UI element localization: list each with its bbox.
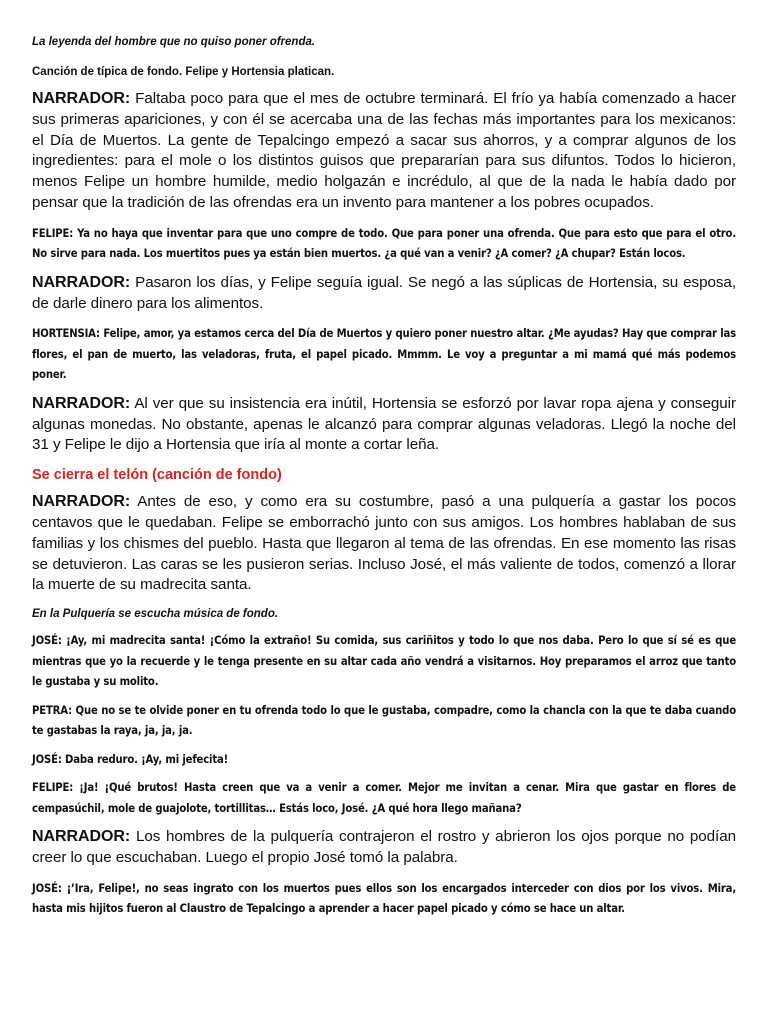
speech-text: ¡Ja! ¡Qué brutos! Hasta creen que va a venir a comer. Mejor me invitan a cenar. Mira que gastar en flores de cempasúchil, mole de guajolote, tortillitas… Estás loco, José. ¿A qué hora llego mañana?: [32, 781, 736, 815]
speaker-name: NARRADOR:: [32, 394, 131, 412]
script-body: [32, 64, 736, 920]
dialogue-paragraph: [32, 224, 736, 265]
dialogue-paragraph: [32, 879, 736, 920]
speech-text: ¡’Ira, Felipe!, no seas ingrato con los muertos pues ellos son los encargados interceder con dios por los vivos. Mira, hasta mis hijitos fueron al Claustro de Tepalcingo a aprender a hacer papel picado y cómo se hace un altar.: [32, 881, 736, 916]
dialogue-paragraph: [32, 324, 736, 386]
stage-direction: Se cierra el telón (canción de fondo): [32, 467, 282, 484]
speech-text: Faltaba poco para que el mes de octubre terminará. El frío ya había comenzado a hacer sus primeras apariciones, y con él se acercaba una de las fechas más importantes para los mexicanos: el Día de Muertos. La gente de Tepalcingo empezó a sacar sus ahorros, y a comprar algunos de los ingredientes: para el mole o los distintos guisos que prepararían para sus difuntos. Todos lo hicieron, menos Felipe un hombre humilde, medio holgazán e incrédulo, al que de la nada le había dado por pensar que la tradición de las ofrendas era un invento para mantener a los pobres ocupados.: [32, 90, 736, 211]
speech-text: Ya no haya que inventar para que uno compre de todo. Que para poner una ofrenda. Que para esto que para el otro. No sirve para nada. Los muertitos pues ya están bien muertos. ¿a qué van a venir? ¿A comer? ¿A chupar? Están locos.: [32, 226, 736, 261]
stage-direction: Canción de típica de fondo. Felipe y Hortensia platican.: [32, 66, 335, 78]
speaker-name: NARRADOR:: [32, 493, 131, 511]
narrator-paragraph: [32, 89, 736, 214]
dialogue-paragraph: [32, 701, 736, 742]
dialogue-paragraph: [32, 750, 736, 771]
speech-text: ¡Ay, mi madrecita santa! ¡Cómo la extraño! Su comida, sus cariñitos y todo lo que nos daba. Pero lo que sí sé es que mientras que yo la recuerde y le tenga presente en su altar cada año vendrá a visitarnos. Hoy preparamos el arroz que tanto le gustaba y su molito.: [32, 634, 736, 689]
speaker-name: FELIPE:: [32, 781, 74, 795]
speaker-name: JOSÉ:: [32, 881, 62, 895]
speech-text: Felipe, amor, ya estamos cerca del Día de Muertos y quiero poner nuestro altar. ¿Me ayudas? Hay que comprar las flores, el pan de muerto, las veladoras, fruta, el papel picado. Mmmm. Le voy a preguntar a mi mamá qué más podemos poner.: [32, 327, 736, 382]
narrator-paragraph: [32, 273, 736, 315]
speaker-name: NARRADOR:: [32, 273, 131, 291]
dialogue-paragraph: [32, 631, 736, 693]
speaker-name: HORTENSIA:: [32, 327, 100, 341]
narrator-paragraph: [32, 492, 736, 596]
speaker-name: PETRA:: [32, 703, 72, 717]
stage-direction: En la Pulquería se escucha música de fondo.: [32, 608, 279, 621]
narrator-paragraph: [32, 827, 736, 869]
speaker-name: NARRADOR:: [32, 90, 131, 107]
speech-text: Que no se te olvide poner en tu ofrenda todo lo que le gustaba, compadre, como la chancla con la que te daba cuando te gastabas la raya, ja, ja, ja.: [32, 703, 736, 738]
speech-text: Antes de eso, y como era su costumbre, pasó a una pulquería a gastar los pocos centavos que le quedaban. Felipe se emborrachó junto con sus amigos. Los hombres hablaban de sus familias y los chismes del pueblo. Hasta que llegaron al tema de las ofrendas. En ese momento las risas se detuvieron. Las caras se les pusieron serias. Incluso José, el más valiente de todos, comenzó a llorar la muerte de su madrecita santa.: [32, 493, 736, 594]
speaker-name: JOSÉ:: [32, 634, 62, 648]
dialogue-paragraph: [32, 778, 736, 819]
narrator-paragraph: [32, 394, 736, 456]
speech-text: Pasaron los días, y Felipe seguía igual. Se negó a las súplicas de Hortensia, su esposa, de darle dinero para los alimentos.: [32, 273, 736, 312]
speaker-name: JOSÉ:: [32, 752, 62, 766]
speech-text: Al ver que su insistencia era inútil, Hortensia se esforzó por lavar ropa ajena y conseguir algunas monedas. No obstante, apenas le alcanzó para comprar algunas veladoras. Llegó la noche del 31 y Felipe le dijo a Hortensia que iría al monte a cortar leña.: [32, 394, 736, 454]
speech-text: Daba reduro. ¡Ay, mi jefecita!: [61, 752, 229, 766]
speaker-name: FELIPE:: [32, 226, 74, 240]
speaker-name: NARRADOR:: [32, 828, 131, 846]
document-title: La leyenda del hombre que no quiso poner ofrenda.: [32, 36, 316, 48]
speech-text: Los hombres de la pulquería contrajeron el rostro y abrieron los ojos porque no podían creer lo que escuchaban. Luego el propio José tomó la palabra.: [32, 828, 736, 867]
